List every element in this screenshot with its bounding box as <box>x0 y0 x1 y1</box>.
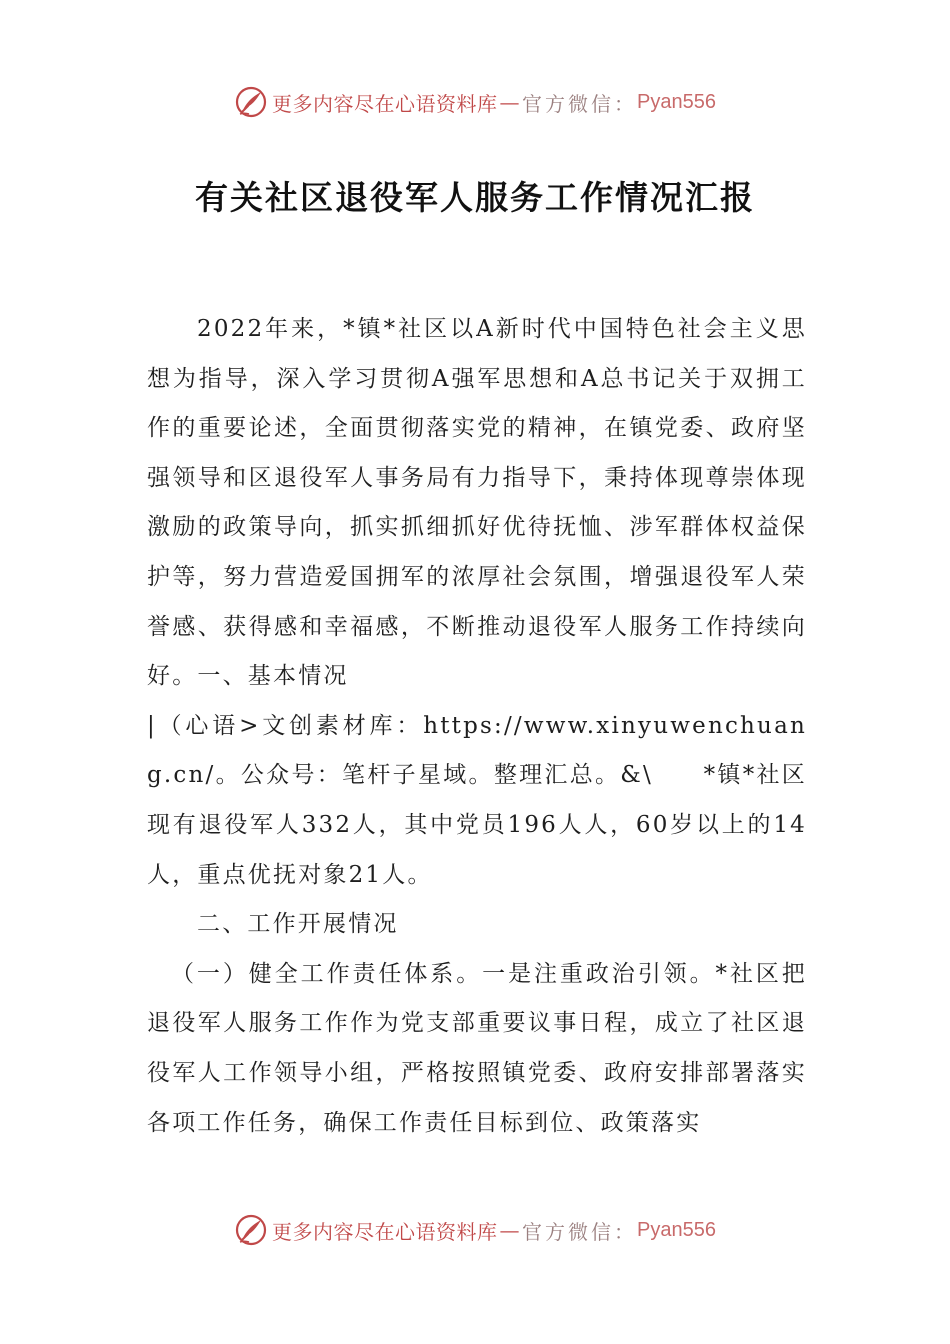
paragraph-intro: 2022年来，*镇*社区以A新时代中国特色社会主义思想为指导，深入学习贯彻A强军思想和A总书记关于双拥工作的重要论述，全面贯彻落实党的精神，在镇党委、政府坚强领导和区退役军人事务局有力指导下，秉持体现尊崇体现激励的政策导向，抓实抓细抓好优待抚恤、涉军群体权益保护等，努力营造爱国拥军的浓厚社会氛围，增强退役军人荣誉感、获得感和幸福感，不断推动退役军人服务工作持续向好。一、基本情况 <box>147 316 807 690</box>
quill-logo-icon <box>234 1213 268 1247</box>
banner-separator: — <box>499 90 521 114</box>
banner-wechat-label: 官方微信： <box>522 91 638 116</box>
header-watermark-banner <box>0 82 950 122</box>
quill-logo-icon <box>234 85 268 119</box>
banner-wechat-label: 官方微信： <box>522 1219 638 1244</box>
banner-wechat-id: Pyan556 <box>637 90 716 113</box>
banner-brand-text: 更多内容尽在心语资料库 <box>272 91 498 116</box>
document-title: 有关社区退役军人服务工作情况汇报 <box>195 178 755 217</box>
section-heading-work: 二、工作开展情况 <box>197 911 399 938</box>
paragraph-responsibility: （一）健全工作责任体系。一是注重政治引领。*社区把退役军人服务工作作为党支部重要议事日程，成立了社区退役军人工作领导小组，严格按照镇党委、政府安排部署落实各项工作任务，确保工作责任目标到位、政策落实 <box>147 960 807 1136</box>
footer-watermark-banner <box>0 1210 950 1250</box>
banner-brand-text: 更多内容尽在心语资料库 <box>272 1219 498 1244</box>
banner-wechat-id: Pyan556 <box>637 1218 716 1241</box>
paragraph-basic-info: |（心语>文创素材库：https://www.xinyuwenchuang.cn/。公众号：笔杆子星域。整理汇总。&\ *镇*社区现有退役军人332人，其中党员196人人，60岁以上的14人，重点优抚对象21人。 <box>147 712 807 888</box>
banner-separator: — <box>499 1218 521 1242</box>
document-body <box>147 305 807 1148</box>
